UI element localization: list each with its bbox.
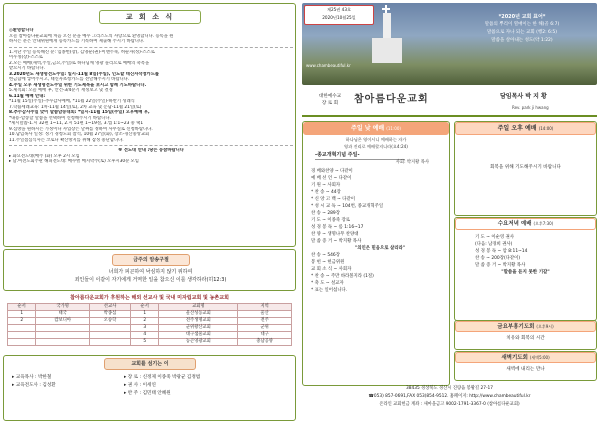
caption-line: 하나님은 영이시니 예배하는 자가 <box>345 137 407 142</box>
news-item: *11월 15일(주일)-추수감사예배, *11월 22일(주일)-하반기 성례식 <box>9 99 135 104</box>
year-theme-line: 말씀의 뿌리이 열매이는 한 해(골 6:7) <box>484 22 560 27</box>
divider <box>9 47 293 48</box>
wednesday-service-time: (오후7:30) <box>533 221 554 226</box>
year-theme <box>452 13 592 45</box>
memory-verse-box <box>3 249 296 291</box>
friday-prayer-label: 금요부흥기도회 <box>497 324 535 330</box>
evangelism-line: ▸ 남.여전도회주관 해피전도대: 매수별 매지막주(토) 오후시30분 모임 <box>9 159 139 164</box>
staff-right-list <box>124 374 200 398</box>
news-item: 2.모든 예배(새벽,주일,금요,주일)로 하나님께 영광 돌리으로 예배의 축복을 <box>9 60 150 66</box>
staff-entry: ▸ 권 사 : 이세연 <box>124 383 156 388</box>
news-item: 4.주일 오후 새생명전도주일 위한 기도제목을 보시고 함께 기도바랍니다. <box>9 82 147 88</box>
order-of-service <box>311 168 449 294</box>
sunday-service-label: 주일 낮 예배 <box>351 125 385 132</box>
missions-cell: 4 <box>131 332 159 339</box>
missions-cell <box>8 325 36 332</box>
missions-cell: 1 <box>8 311 36 318</box>
missions-row <box>8 332 292 339</box>
denomination <box>310 93 350 107</box>
sunday-service-time: (11:00) <box>386 126 401 131</box>
worship-caption <box>303 137 449 150</box>
news-item: 받으시기 바랍니다. <box>9 66 45 71</box>
missions-cell <box>90 332 131 339</box>
memory-verse-line: 너희가 피곤하여 낙심하지 않기 위하여 <box>108 269 193 275</box>
friday-prayer-box <box>454 320 597 350</box>
staff-box <box>3 355 296 421</box>
service-order-item: 찬 송 ~ 289장 <box>311 211 340 217</box>
service-order-item: 말 씀 증 거 ~ 박지황 목사 <box>311 239 362 245</box>
missions-cell: 캄보디아 <box>36 318 90 325</box>
missions-cell <box>90 325 131 332</box>
news-item: 11.주일점심식사는 코로나 확산방지를 위해 잠정 중단합니다. <box>9 137 124 143</box>
missions-header-cell: 국가명 <box>36 304 90 311</box>
missions-cell: 울산 <box>238 311 292 318</box>
missions-cell: 오승학 <box>90 318 131 325</box>
staff-title: 교회를 섬기는 이 <box>104 358 196 370</box>
missions-row <box>8 325 292 332</box>
news-item: 7.학습세례교육: 1차-11월 14일(토), 2차 교육 및 문답-11월 21일(토) <box>9 104 142 110</box>
service-order-item: * 표는 일어섭니다. <box>311 288 348 294</box>
service-order-item: 경 배와찬양 ~ 다같이 <box>311 169 353 175</box>
missions-cell: 대구 <box>238 332 292 339</box>
missions-cell: 충남공양 <box>238 339 292 346</box>
service-order-item: 성 경 봉 독 ~ 롬 1:16~17 <box>311 225 364 231</box>
news-item: 이우정(장)-스스로 <box>9 55 43 60</box>
news-item: *내용-암송할 말씀을 선택하여 신청해주시기 바랍니다. <box>9 115 111 121</box>
service-order-item: 봉 헌 ~ 헌금위원 <box>311 260 345 266</box>
staff-entry: ▸ 교육목사 : 박한철 <box>12 375 52 380</box>
news-item: 1.지난 주일 등록해신 분: 임종헌(장), 김영순(권)-이맨두죽, 허순자(성)-스스로 <box>9 49 155 55</box>
service-order-item: 기 원 ~ 사회자 <box>311 183 341 189</box>
wednesday-order <box>475 234 596 269</box>
missions-cell: 태국 <box>36 311 90 318</box>
wednesday-service-label: 수요저녁 예배 <box>497 221 532 227</box>
missions-row <box>8 311 292 318</box>
missions-cell <box>36 325 90 332</box>
sunday-service-box <box>302 121 450 386</box>
dawn-prayer-box <box>454 351 597 381</box>
denomination-line: 장 로 회 <box>321 101 339 106</box>
missions-cell <box>8 339 36 346</box>
sunday-service-title <box>303 122 449 135</box>
church-news-body <box>9 28 293 165</box>
evangelism-heading: ※ 전도대 안내 :땅은 동참바랍니다 <box>118 148 184 153</box>
service-order-item: * 성 시 교 독 ~ 104번, 종교개혁주일 <box>311 204 384 210</box>
wednesday-order-item: 찬 송 ~ 200장(다같이) <box>475 256 521 261</box>
news-item: *제시말씀-1.시 32편 1~11, 2.시 51편 1~19절, 3.엡 1:1~23 중 택1 <box>9 121 144 126</box>
news-item: 9.심방을 원하시는 가정이나 사업장은 날짜를 정하여 사무실로 신청바랍니다. <box>9 126 153 132</box>
missions-cell: 전주 <box>238 318 292 325</box>
missions-header-cell: 선교사 <box>90 304 131 311</box>
wednesday-service-box <box>454 217 597 321</box>
staff-left-list <box>12 374 56 390</box>
missions-cell: 2 <box>131 318 159 325</box>
church-building-image <box>372 13 402 63</box>
staff-entry: ▸ 교육전도사 : 김성환 <box>12 383 56 388</box>
caption-line: 영과 진리로 예배할지니라(요4:24) <box>344 143 408 149</box>
friday-prayer-text: 치유와 회복의 시간 <box>506 336 545 341</box>
missions-cell: 5 <box>131 339 159 346</box>
missions-cell <box>36 332 90 339</box>
afternoon-service-box <box>454 121 597 216</box>
welcome-heading: ◎환영합니다 <box>9 28 34 33</box>
missions-cell <box>90 339 131 346</box>
afternoon-service-label: 주일 오후 예배 <box>497 125 537 132</box>
church-news-title: 교 회 소 식 <box>99 10 201 24</box>
service-order-item: 찬 양 ~ 생명나무 찬양대 <box>311 232 359 238</box>
missions-header-cell: 순서 <box>131 304 159 311</box>
memory-verse-text <box>4 268 297 284</box>
church-name-bar <box>302 87 597 117</box>
service-leader: 사회: 박지황 목사 <box>395 159 429 165</box>
church-name: 참아름다운교회 <box>354 94 429 105</box>
church-news-box <box>3 3 296 247</box>
afternoon-service-text: 회복을 위해 기도해주시기 바랍니다 <box>490 165 561 170</box>
missions-row <box>8 318 292 325</box>
missions-table <box>7 303 292 346</box>
news-item: 10.담임목사 일정: 정기 경청노회 참석, 10월 27일(화), 장소-경산중앙교회 <box>9 132 150 137</box>
staff-entry: ▸ 반 주 : 김민태 안혜원 <box>124 391 171 396</box>
missions-cell <box>36 339 90 346</box>
news-item: 5.제직회: 오늘 예배 후, 안건-3/4분기 재정보고 및 결정 <box>9 88 113 93</box>
footer-phone: ☎053) 857-0691,FAX 053)854-9512. 홈페이지: http://www.chambeautiful.kr <box>368 394 531 399</box>
staff-entry: ▸ 장 로 : 신정제 이종죽 박광균 김정범 <box>124 375 201 380</box>
dawn-prayer-time: (새벽5:00) <box>529 355 550 360</box>
memory-verse-line: 죄인들이 이같이 자기에게 거역한 일을 참으신 이를 생각하라(히12:3) <box>74 277 227 283</box>
afternoon-service-time: (14:00) <box>538 126 554 131</box>
right-column <box>302 3 597 421</box>
wednesday-order-item: 말 씀 증 거 ~ 박지황 목사 <box>475 263 526 268</box>
wednesday-sermon-title: "말씀을 듣지 못한 기갈" <box>501 270 550 275</box>
service-order-item: 찬 송 ~ 546장 <box>311 253 340 259</box>
service-order-item: * 축 도 ~ 설교자 <box>311 281 344 287</box>
wednesday-order-item: 기 도 ~ 이순영 권사 <box>475 235 514 240</box>
issue-number: 제25권 43호 <box>326 7 352 12</box>
service-order-item: * 찬 송 ~ 44장 <box>311 190 341 196</box>
service-order-item: 기 도 ~ 이종죽 장로 <box>311 218 350 224</box>
news-item: 3.2020년도 새생명전도주일: 일시-11월 8일(주일), 인도할 태신자작정카드를 <box>9 71 160 77</box>
missions-title: 참아름다운교회가 후원하는 해외 선교사 및 국내 미자립교회 및 농촌교회 <box>70 295 229 301</box>
issue-badge <box>304 5 374 25</box>
sunday-subtitle: -종교개혁기념 주일- <box>315 152 405 160</box>
missions-cell <box>8 332 36 339</box>
left-column <box>3 3 296 421</box>
issue-date: 2020년10월25일 <box>322 15 356 20</box>
footer-address: 38435 경상북도 경산시 진량읍 봉황길 27-17 <box>406 386 493 391</box>
footer-contact <box>302 385 597 421</box>
welcome-line: 하시는 분은 안내위원에게 등록카드를 기록하여 제출해 주시기 바랍니다. <box>9 39 145 44</box>
missions-cell: 3 <box>131 325 159 332</box>
missions-cell: 울산성동교회 <box>159 311 238 318</box>
bulletin-header <box>302 3 597 85</box>
news-item: 6.11월 예배 안내: <box>9 93 46 99</box>
denomination-line: 대한예수교 <box>318 94 342 99</box>
missions-cell: 군위왕산교회 <box>159 325 238 332</box>
pastor-name: 담임목사 박 지 황 <box>500 93 547 100</box>
service-order-item: 예 배 선 언 ~ 다같이 <box>311 176 352 182</box>
missions-cell: 1 <box>131 311 159 318</box>
year-theme-title: *2020년 교회 표어* <box>498 14 546 20</box>
wednesday-service-title <box>455 218 596 230</box>
missions-header-cell: 교회명 <box>159 304 238 311</box>
service-order-item: "의인은 믿음으로 살리라" <box>354 246 406 252</box>
missions-cell: 전주생명교회 <box>159 318 238 325</box>
dawn-prayer-text: 새벽에 내리는 만나 <box>506 367 545 372</box>
missions-cell: 군위 <box>238 325 292 332</box>
pastor-name-en: Rev. park ji hwang <box>512 105 549 110</box>
dawn-prayer-title <box>455 352 596 363</box>
divider <box>9 145 293 146</box>
service-order-item: 교 회 소 식 ~ 사회자 <box>311 267 352 273</box>
missions-row <box>8 339 292 346</box>
evangelism-line: ▸ 화요전도대(매주 (화) 오후 2시 모임 <box>9 153 80 159</box>
dawn-prayer-label: 새벽기도회 <box>501 355 528 361</box>
friday-prayer-title <box>455 321 596 332</box>
wednesday-order-item: (다음: 남경희 권사) <box>475 242 513 247</box>
missions-cell: 2 <box>8 318 36 325</box>
afternoon-service-title <box>455 122 596 135</box>
missions-cell: 박종섬 <box>90 311 131 318</box>
news-item: 8.추수감사주일 맞이 말씀암송대회: *일시-11월 15일(주일) 오후예배 후, <box>9 110 150 115</box>
footer-bank: 온라인 교회헌금 계좌 : 새마을금고 9002-1791-3367-0 (참아름다운교회) <box>379 402 520 407</box>
news-item: 헌금함에 넣어주시고, 태신자초청카드를 전달해주시기 바랍니다. <box>9 77 130 82</box>
year-theme-line: 말씀으로 자나 되는 교회 (행2: 6:5) <box>486 30 558 35</box>
service-order-item: * 찬 송 ~ 주만 바라볼지라 (1절) <box>311 274 374 280</box>
memory-verse-title: 금주의 암송구절 <box>112 254 190 266</box>
website-label: www.chambeautiful.kr <box>306 63 351 68</box>
wednesday-order-item: 성 경 봉 독 ~ 암 8:11~14 <box>475 249 528 254</box>
missions-header-cell: 지역 <box>238 304 292 311</box>
year-theme-line: 말씀을 살아내는 성도(약 1:22) <box>491 38 553 43</box>
missions-cell: 대구샘물교회 <box>159 332 238 339</box>
welcome-line: 오늘 참아름다운교회에 처음 오신 분을 예수 그리스도의 사랑으로 환영합니다. 등록을 원 <box>9 33 174 39</box>
missions-header-cell: 순서 <box>8 304 36 311</box>
friday-prayer-time: (오후9시) <box>536 324 554 329</box>
service-order-item: * 신 앙 고 백 ~ 다같이 <box>311 197 355 203</box>
missions-cell: 농곤영광교회 <box>159 339 238 346</box>
missions-section <box>3 293 296 353</box>
